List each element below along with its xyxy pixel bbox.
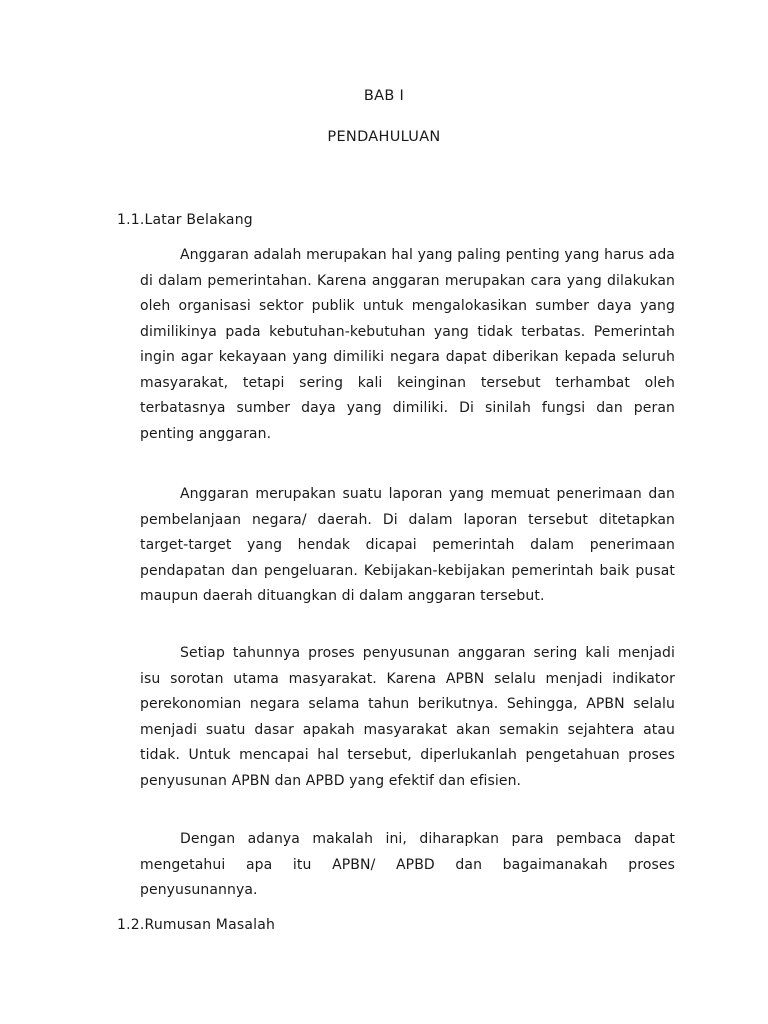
chapter-title: PENDAHULUAN: [327, 129, 441, 145]
paragraph: Dengan adanya makalah ini, diharapkan para pembaca dapat mengetahui apa itu APBN/ APBD dan bagaimanakah proses penyusunannya.: [140, 831, 675, 898]
section-heading-latar-belakang: 1.1.Latar Belakang: [117, 212, 253, 228]
paragraph: Anggaran adalah merupakan hal yang paling penting yang harus ada di dalam pemerintahan. Karena anggaran merupakan cara yang dilakukan oleh organisasi sektor publik untuk mengalokasikan sumber daya yang dimilikinya pada kebutuhan-kebutuhan yang tidak terbatas. Pemerintah ingin agar kekayaan yang dimiliki negara dapat diberikan kepada seluruh masyarakat, tetapi sering kali keinginan tersebut terhambat oleh terbatasnya sumber daya yang dimiliki. Di sinilah fungsi dan peran penting anggaran.: [140, 247, 675, 442]
paragraph: Anggaran merupakan suatu laporan yang memuat penerimaan dan pembelanjaan negara/ daerah. Di dalam laporan tersebut ditetapkan target-target yang hendak dicapai pemerintah dalam penerimaan pendapatan dan pengeluaran. Kebijakan-kebijakan pemerintah baik pusat maupun daerah dituangkan di dalam anggaran tersebut.: [140, 486, 675, 604]
paragraph: Setiap tahunnya proses penyusunan anggaran sering kali menjadi isu sorotan utama masyarakat. Karena APBN selalu menjadi indikator perekonomian negara selama tahun berikutnya. Sehingga, APBN selalu menjadi suatu dasar apakah masyarakat akan semakin sejahtera atau tidak. Untuk mencapai hal tersebut, diperlukanlah pengetahuan proses penyusunan APBN dan APBD yang efektif dan efisien.: [140, 645, 675, 789]
section-heading-rumusan-masalah: 1.2.Rumusan Masalah: [117, 917, 276, 933]
chapter-label: BAB I: [363, 88, 405, 104]
